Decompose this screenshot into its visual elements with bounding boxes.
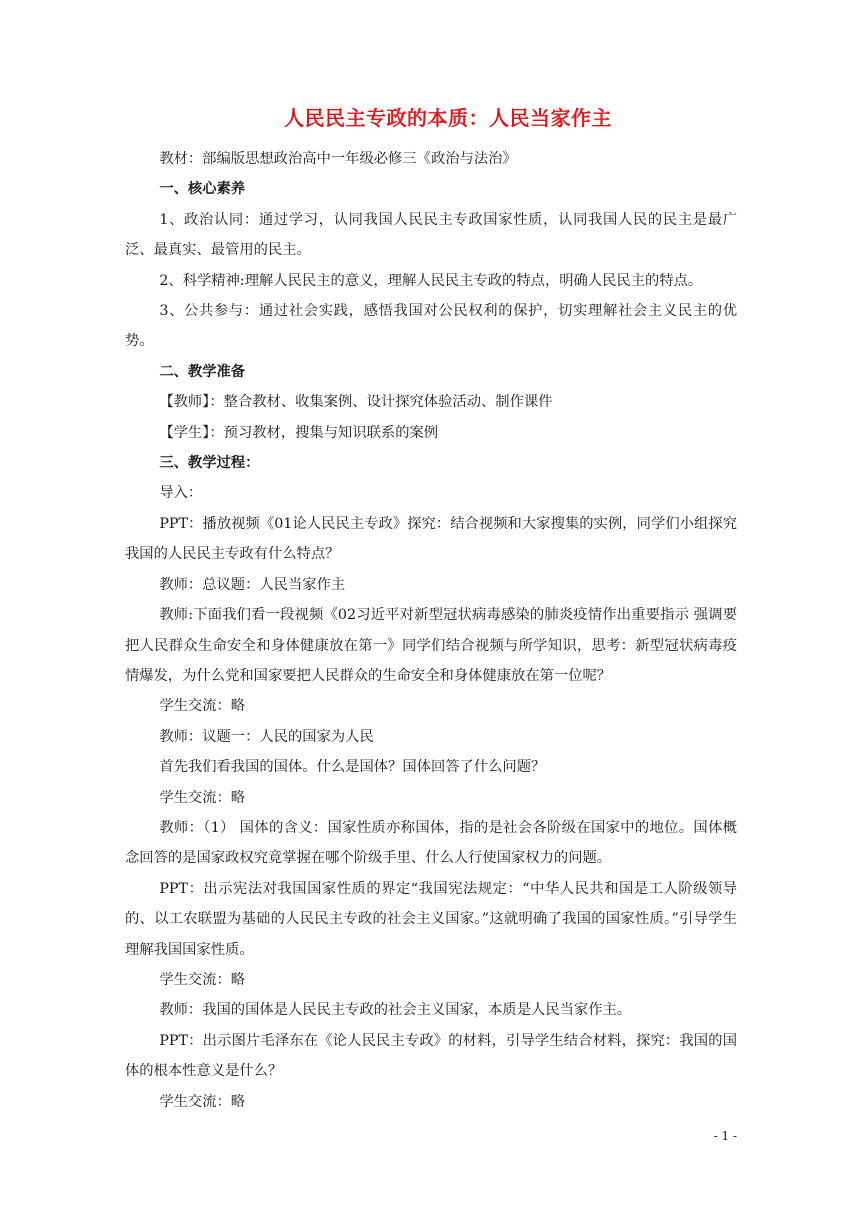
page-number: - 1 - — [713, 1129, 737, 1143]
section-heading: 三、教学过程： — [159, 455, 260, 472]
paragraph: PPT：播放视频《01论人民民主专政》探究：结合视频和大家搜集的实例，同学们小组探究我国的人民民主专政有什么特点？ — [125, 515, 737, 563]
paragraph: 【教师】：整合教材、收集案例、设计探究体验活动、制作课件 — [159, 394, 553, 411]
paragraph: 教师：（1） 国体的含义：国家性质亦称国体，指的是社会各阶级在国家中的地位。国体概念回答的是国家政权究竟掌握在哪个阶级手里、什么人行使国家权力的问题。 — [125, 819, 737, 867]
paragraph: 【学生】：预习教材，搜集与知识联系的案例 — [159, 424, 439, 441]
paragraph: PPT：出示宪法对我国国家性质的界定“我国宪法规定：“中华人民共和国是工人阶级领导的、以工农联盟为基础的人民民主专政的社会主义国家。”这就明确了我国的国家性质。”引导学生理解我国国家性质。 — [125, 880, 737, 958]
document-title: 人民民主专政的本质：人民当家作主 — [284, 106, 612, 130]
document-body — [125, 144, 737, 1117]
paragraph: 学生交流：略 — [159, 789, 246, 806]
paragraph: 首先我们看我国的国体。什么是国体？国体回答了什么问题？ — [159, 759, 546, 776]
paragraph: 学生交流：略 — [159, 1093, 246, 1110]
paragraph: 教材：部编版思想政治高中一年级必修三《政治与法治》 — [159, 151, 517, 167]
paragraph: 1、政治认同：通过学习，认同我国人民民主专政国家性质，认同我国人民的民主是最广泛、最真实、最管用的民主。 — [125, 211, 737, 259]
section-heading: 一、核心素养 — [159, 181, 246, 198]
paragraph: 学生交流：略 — [159, 971, 246, 988]
paragraph: 2、科学精神:理解人民民主的意义，理解人民民主专政的特点，明确人民民主的特点。 — [159, 272, 703, 289]
paragraph: 3、公共参与：通过社会实践，感悟我国对公民权利的保护，切实理解社会主义民主的优势。 — [125, 303, 737, 350]
paragraph: 教师：议题一：人民的国家为人民 — [159, 728, 374, 745]
paragraph: PPT：出示图片毛泽东在《论人民民主专政》的材料，引导学生结合材料，探究：我国的国体的根本性意义是什么？ — [125, 1032, 737, 1080]
paragraph: 导入： — [159, 485, 203, 502]
paragraph: 教师:下面我们看一段视频《02习近平对新型冠状病毒感染的肺炎疫情作出重要指示 强调要把人民群众生命安全和身体健康放在第一》同学们结合视频与所学知识，思考：新型冠状病毒疫情爆发，为什么党和国家要把人民群众的生命安全和身体健康放在第一位呢？ — [125, 607, 737, 684]
paragraph: 教师：总议题：人民当家作主 — [159, 576, 346, 593]
paragraph: 教师：我国的国体是人民民主专政的社会主义国家，本质是人民当家作主。 — [159, 1002, 632, 1019]
section-heading: 二、教学准备 — [159, 363, 246, 380]
paragraph: 学生交流：略 — [159, 698, 246, 715]
